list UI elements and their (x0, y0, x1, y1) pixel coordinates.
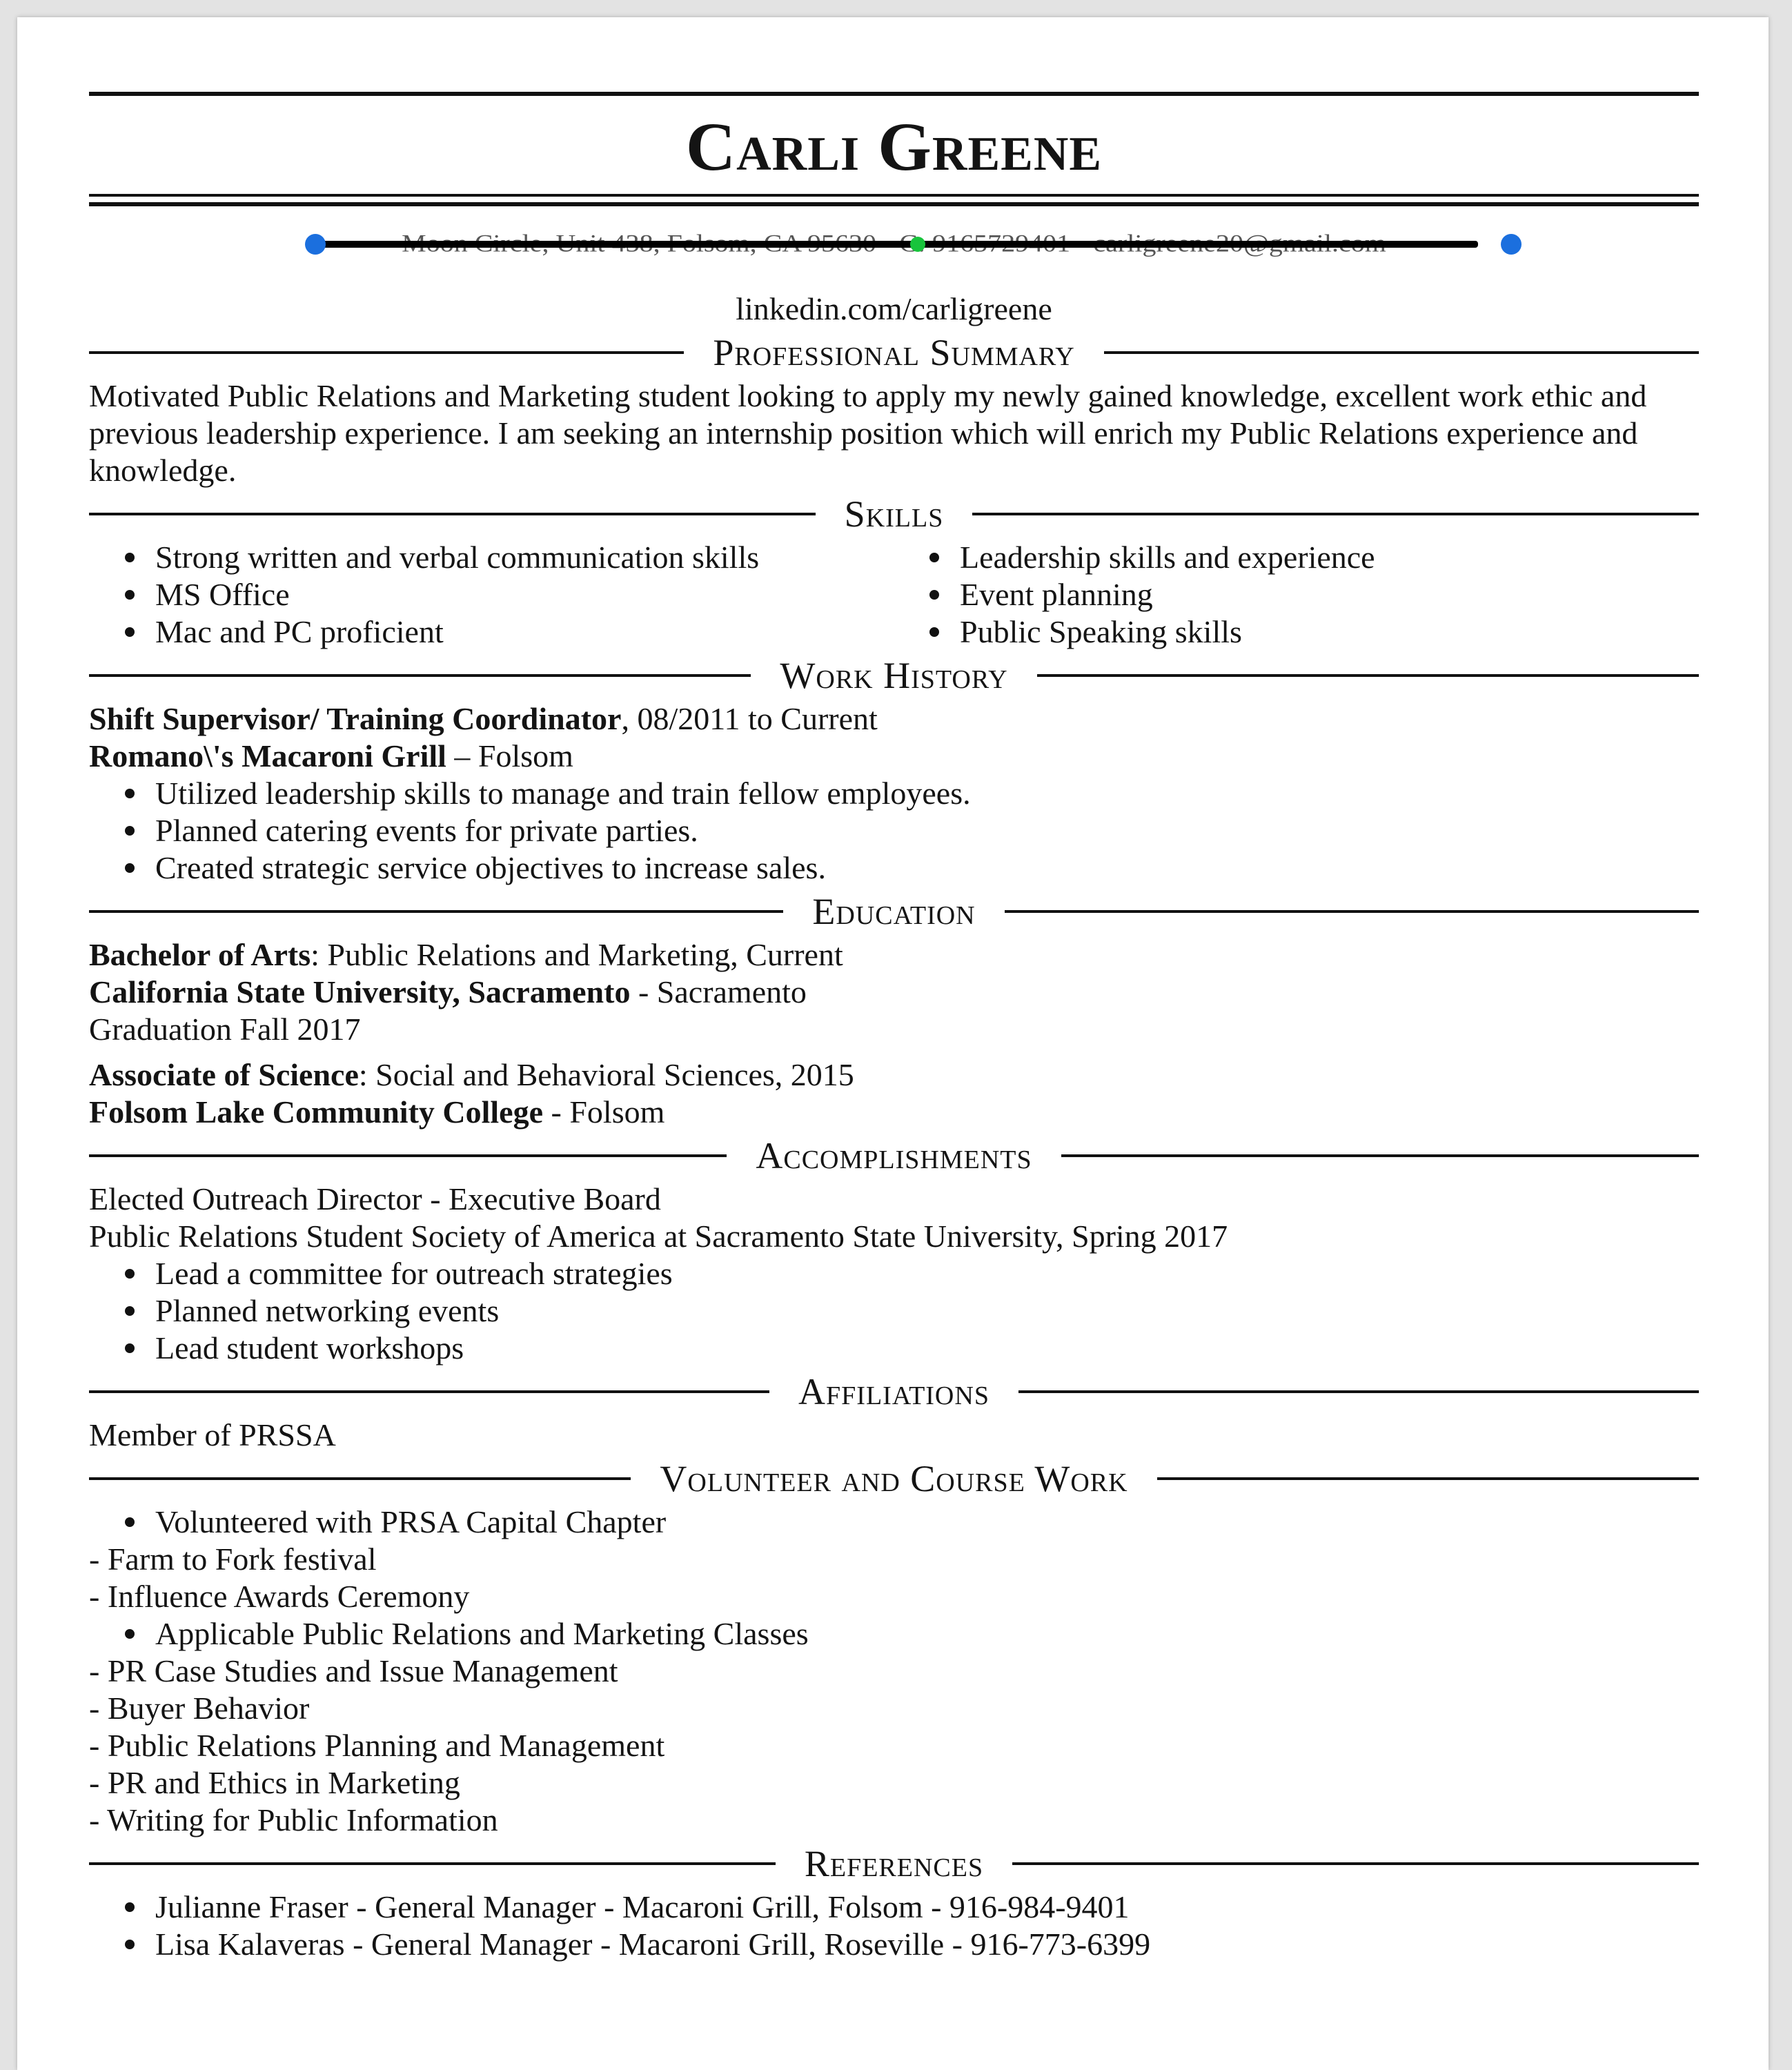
degree-line: Bachelor of Arts: Public Relations and Marketing, Current (89, 937, 843, 972)
course-bullet-list (89, 1615, 1699, 1653)
work-bullet: Planned catering events for private parties. (155, 812, 1699, 849)
employer-line (89, 738, 1699, 775)
resume-page (17, 17, 1769, 2070)
section-title: Volunteer and Course Work (660, 1458, 1128, 1499)
top-rule (89, 92, 1699, 96)
skill-item: MS Office (155, 576, 894, 613)
references-list (89, 1889, 1699, 1963)
job-title: Shift Supervisor/ Training Coordinator (89, 701, 622, 736)
resume-content (89, 92, 1699, 1963)
skills-list (89, 539, 1699, 651)
redaction-mark (310, 241, 1478, 248)
job-dates: , 08/2011 to Current (621, 701, 878, 736)
section-title: References (804, 1843, 984, 1884)
course-item: - Buyer Behavior (89, 1690, 310, 1726)
resume-name: Carli Greene (685, 108, 1103, 185)
work-bullets (89, 775, 1699, 887)
section-accomplishments (89, 1135, 1699, 1176)
course-bullet: Applicable Public Relations and Marketing Classes (155, 1615, 1699, 1653)
skill-item: Strong written and verbal communication skills (155, 539, 894, 576)
course-item: - PR Case Studies and Issue Management (89, 1653, 618, 1688)
affiliation-text: Member of PRSSA (89, 1417, 336, 1452)
section-work-history (89, 655, 1699, 696)
contact-line-selected[interactable] (89, 223, 1699, 264)
skill-item: Leadership skills and experience (960, 539, 1375, 576)
course-item: - PR and Ethics in Marketing (89, 1765, 460, 1800)
skill-item: Event planning (960, 576, 1375, 613)
reference-item: Julianne Fraser - General Manager - Macaroni Grill, Folsom - 916-984-9401 (155, 1889, 1699, 1926)
course-item: - Writing for Public Information (89, 1802, 498, 1837)
name-rule-2 (89, 202, 1699, 206)
degree-line: Associate of Science: Social and Behavioral Sciences, 2015 (89, 1057, 854, 1092)
section-volunteer-course-work (89, 1458, 1699, 1499)
selection-handle-end-icon[interactable] (1501, 234, 1522, 255)
volunteer-bullet: Volunteered with PRSA Capital Chapter (155, 1504, 1699, 1541)
accomplishment-bullet: Lead a committee for outreach strategies (155, 1255, 1699, 1292)
section-title: Work History (780, 655, 1008, 696)
accomplishment-line: Public Relations Student Society of America at Sacramento State University, Spring 2017 (89, 1219, 1228, 1254)
section-skills (89, 493, 1699, 535)
graduation-line: Graduation Fall 2017 (89, 1012, 361, 1047)
skill-item: Mac and PC proficient (155, 613, 894, 651)
employer-location: – Folsom (446, 738, 573, 773)
accomplishment-bullets (89, 1255, 1699, 1367)
summary-text: Motivated Public Relations and Marketing student looking to apply my newly gained knowledge, excellent work ethic and previous leadership experience. I am seeking an internship position which will enrich my Public Relations experience and knowledge. (89, 378, 1647, 488)
school-line: California State University, Sacramento - Sacramento (89, 974, 807, 1009)
selection-handle-start-icon[interactable] (305, 234, 326, 255)
employer-name: Romano\'s Macaroni Grill (89, 738, 446, 773)
section-title: Accomplishments (756, 1135, 1032, 1176)
volunteer-sub-item: - Farm to Fork festival (89, 1541, 377, 1577)
section-references (89, 1843, 1699, 1884)
section-title: Skills (844, 493, 944, 535)
linkedin-url: linkedin.com/carligreene (736, 291, 1052, 326)
work-bullet: Created strategic service objectives to increase sales. (155, 849, 1699, 887)
section-professional-summary (89, 332, 1699, 373)
volunteer-bullet-list (89, 1504, 1699, 1541)
job-title-line (89, 700, 1699, 738)
cursor-marker-icon (910, 237, 925, 252)
school-line: Folsom Lake Community College - Folsom (89, 1094, 665, 1130)
work-bullet: Utilized leadership skills to manage and train fellow employees. (155, 775, 1699, 812)
reference-item: Lisa Kalaveras - General Manager - Macaroni Grill, Roseville - 916-773-6399 (155, 1926, 1699, 1963)
section-education (89, 891, 1699, 932)
accomplishment-bullet: Planned networking events (155, 1292, 1699, 1330)
course-item: - Public Relations Planning and Management (89, 1728, 665, 1763)
accomplishment-bullet: Lead student workshops (155, 1330, 1699, 1367)
volunteer-sub-item: - Influence Awards Ceremony (89, 1579, 470, 1614)
section-title: Affiliations (798, 1371, 989, 1412)
section-title: Education (812, 891, 976, 932)
section-affiliations (89, 1371, 1699, 1412)
accomplishment-line: Elected Outreach Director - Executive Board (89, 1181, 661, 1216)
section-title: Professional Summary (713, 332, 1075, 373)
skill-item: Public Speaking skills (960, 613, 1375, 651)
